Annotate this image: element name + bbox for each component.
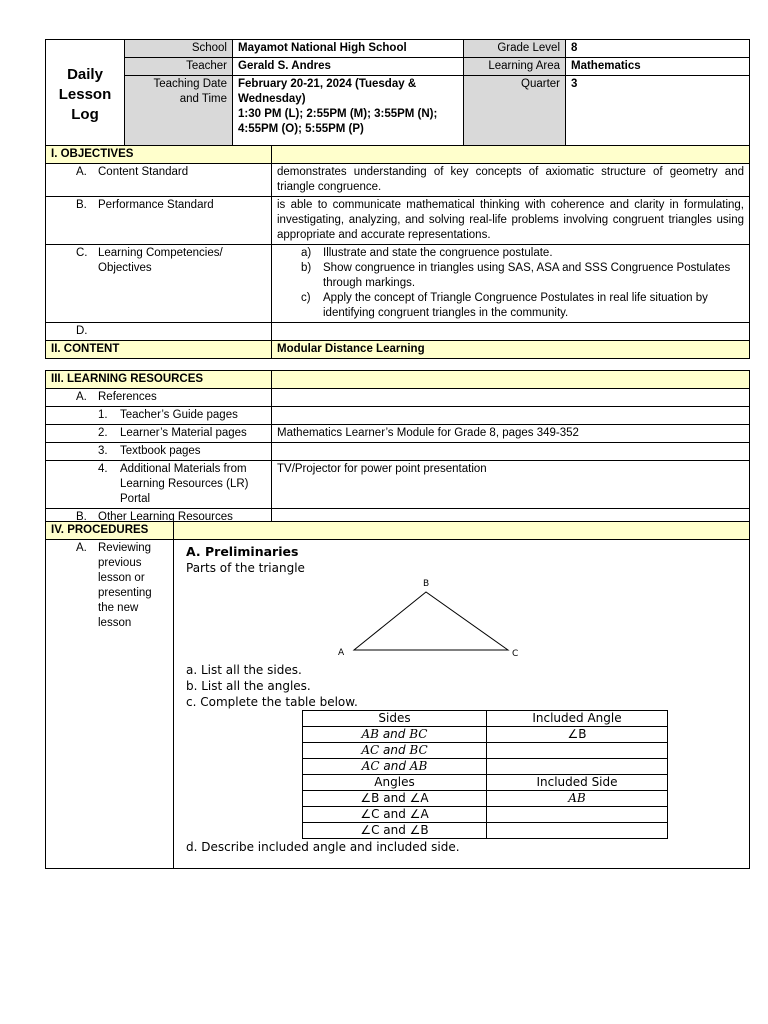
learning-competencies-label: C. Learning Competencies/ Objectives: [46, 245, 272, 323]
performance-standard-label: B. Performance Standard: [46, 197, 272, 245]
learning-resources-table: [45, 370, 750, 527]
triangle-abc: [354, 592, 508, 650]
learning-resources-heading: III. LEARNING RESOURCES: [46, 371, 272, 389]
teaching-date-value: February 20-21, 2024 (Tuesday & Wednesday) 1:30 PM (L); 2:55PM (M); 3:55PM (N); 4:55PM (O); 5:55PM (P): [233, 76, 464, 150]
preliminaries-title: A. Preliminaries: [186, 544, 299, 559]
vertex-b-label: B: [423, 579, 430, 589]
list-item: b) Show congruence in triangles using SAS, ASA and SSS Congruence Postulates through markings.: [301, 262, 731, 289]
question-a: a. List all the sides.: [186, 663, 302, 677]
table-row: ∠C and ∠B: [303, 823, 668, 839]
table-row: $\overline{AB}$ and $\overline{BC}$ ∠B: [303, 727, 668, 743]
additional-materials-value: TV/Projector for power point presentation: [272, 461, 750, 509]
quarter-label: Quarter: [464, 76, 566, 150]
table-row: 1. Teacher’s Guide pages: [46, 407, 750, 425]
other-resources-label: B. Other Learning Resources: [46, 509, 272, 527]
references-label: A. References: [46, 389, 272, 407]
table-row: 2. Learner’s Material pages Mathematics Learner’s Module for Grade 8, pages 349-352: [46, 425, 750, 443]
content-standard-value: demonstrates understanding of key concepts of axiomatic structure of geometry and triangle congruence.: [272, 164, 750, 197]
table-row: $\overline{AC}$ and $\overline{BC}$: [303, 743, 668, 759]
preliminaries-subtitle: Parts of the triangle: [186, 561, 305, 575]
content-heading: II. CONTENT: [46, 341, 272, 359]
included-parts-table: [302, 710, 668, 839]
objective-d-label: D.: [46, 323, 272, 341]
reviewing-lesson-label: A. Reviewing previous lesson or presenting the new lesson: [46, 540, 174, 869]
procedures-heading: IV. PROCEDURES: [46, 522, 174, 540]
teacher-label: Teacher: [125, 58, 233, 76]
grade-level-value: 8: [566, 40, 750, 58]
content-table: [45, 340, 750, 359]
preliminaries-panel: [174, 540, 750, 869]
learning-competencies-list: [272, 245, 750, 323]
school-value: Mayamot National High School: [233, 40, 464, 58]
procedures-table: [45, 521, 750, 869]
objectives-heading: I. OBJECTIVES: [46, 146, 272, 164]
table-row: ∠B and ∠A $\overline{AB}$: [303, 791, 668, 807]
performance-standard-value: is able to communicate mathematical thinking with coherence and clarity in formulating, investigating, analyzing, and solving real-life problems involving congruent triangles using appropriate and accurate representations.: [272, 197, 750, 245]
content-value: Modular Distance Learning: [272, 341, 750, 359]
table-row: $\overline{AC}$ and $\overline{AB}$: [303, 759, 668, 775]
content-standard-label: A. Content Standard: [46, 164, 272, 197]
learning-area-label: Learning Area: [464, 58, 566, 76]
header-table: [45, 39, 750, 150]
table-row: Angles Included Side: [303, 775, 668, 791]
learner-material-value: Mathematics Learner’s Module for Grade 8, pages 349-352: [272, 425, 750, 443]
teacher-value: Gerald S. Andres: [233, 58, 464, 76]
teaching-date-label: Teaching Date and Time: [125, 76, 233, 150]
school-label: School: [125, 40, 233, 58]
daily-lesson-log-title: Daily Lesson Log: [46, 40, 125, 150]
question-c: c. Complete the table below.: [186, 695, 358, 709]
table-row: 3. Textbook pages: [46, 443, 750, 461]
list-item: c) Apply the concept of Triangle Congruence Postulates in real life situation by identifying congruent triangles in the community.: [301, 292, 708, 319]
grade-level-label: Grade Level: [464, 40, 566, 58]
learning-area-value: Mathematics: [566, 58, 750, 76]
triangle-diagram: [186, 576, 566, 662]
table-row: 4. Additional Materials from Learning Resources (LR) Portal TV/Projector for power point presentation: [46, 461, 750, 509]
table-row: Sides Included Angle: [303, 711, 668, 727]
question-b: b. List all the angles.: [186, 679, 311, 693]
quarter-value: 3: [566, 76, 750, 150]
table-row: ∠C and ∠A: [303, 807, 668, 823]
list-item: a) Illustrate and state the congruence postulate.: [301, 247, 553, 259]
vertex-a-label: A: [338, 648, 345, 658]
objectives-table: [45, 145, 750, 341]
question-d: d. Describe included angle and included side.: [186, 840, 460, 854]
vertex-c-label: C: [512, 649, 519, 659]
